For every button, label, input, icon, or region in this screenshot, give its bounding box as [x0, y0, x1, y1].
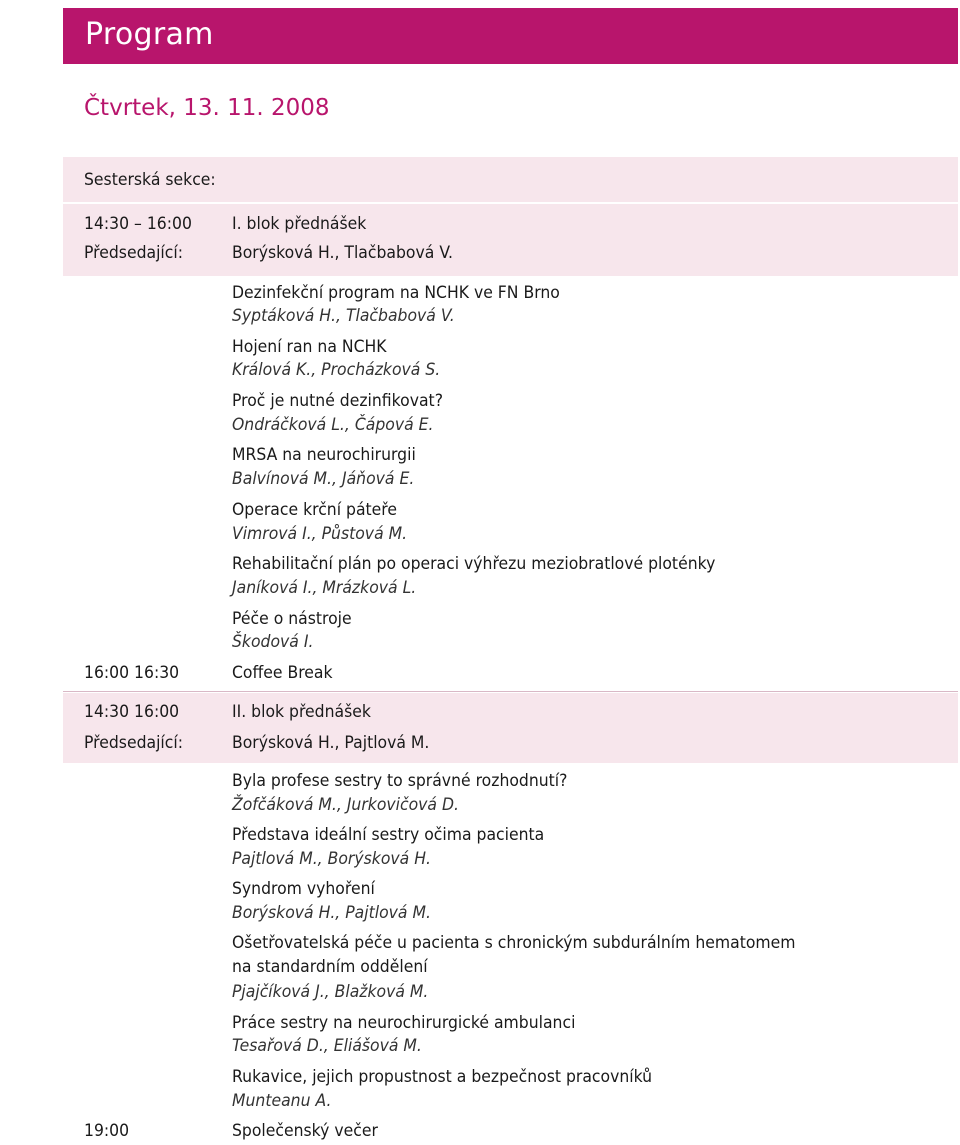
block1-name: I. blok přednášek — [232, 214, 367, 234]
talk-title: Dezinfekční program na NCHK ve FN Brno — [232, 283, 560, 303]
talk-authors: Škodová I. — [232, 632, 314, 652]
talk-title-continued: na standardním oddělení — [232, 957, 428, 977]
talk-title: Hojení ran na NCHK — [232, 337, 387, 357]
talk-authors: Janíková I., Mrázková L. — [232, 578, 417, 598]
page-title: Program — [85, 17, 214, 52]
talk-title: Péče o nástroje — [232, 609, 352, 629]
talk-authors: Ondráčková L., Čápová E. — [232, 415, 434, 435]
talk-authors: Pjajčíková J., Blažková M. — [232, 982, 429, 1002]
break-label: Coffee Break — [232, 663, 333, 683]
header-bar — [63, 8, 958, 64]
talk-title: MRSA na neurochirurgii — [232, 445, 416, 465]
block2-divider — [63, 691, 958, 692]
talk-authors: Králová K., Procházková S. — [232, 360, 441, 380]
block1-chairs-label: Předsedající: — [84, 243, 183, 263]
talk-title: Syndrom vyhoření — [232, 879, 375, 899]
talk-authors: Syptáková H., Tlačbabová V. — [232, 306, 455, 326]
talk-authors: Vimrová I., Půstová M. — [232, 524, 408, 544]
talk-title: Rehabilitační plán po operaci výhřezu meziobratlové ploténky — [232, 554, 716, 574]
talk-authors: Žofčáková M., Jurkovičová D. — [232, 795, 459, 815]
talk-title: Byla profese sestry to správné rozhodnutí? — [232, 771, 568, 791]
talk-title: Rukavice, jejich propustnost a bezpečnost pracovníků — [232, 1067, 653, 1087]
talk-authors: Tesařová D., Eliášová M. — [232, 1036, 422, 1056]
block1-band — [63, 204, 958, 276]
talk-title: Proč je nutné dezinfikovat? — [232, 391, 443, 411]
talk-title: Představa ideální sestry očima pacienta — [232, 825, 545, 845]
section-label: Sesterská sekce: — [84, 170, 216, 190]
block2-time: 14:30 16:00 — [84, 702, 180, 722]
block2-chairs: Borýsková H., Pajtlová M. — [232, 733, 430, 753]
talk-authors: Pajtlová M., Borýsková H. — [232, 849, 431, 869]
talk-authors: Balvínová M., Jáňová E. — [232, 469, 415, 489]
block1-chairs: Borýsková H., Tlačbabová V. — [232, 243, 453, 263]
block2-chairs-label: Předsedající: — [84, 733, 183, 753]
talk-title: Operace krční páteře — [232, 500, 398, 520]
date-heading: Čtvrtek, 13. 11. 2008 — [84, 95, 330, 121]
evening-label: Společenský večer — [232, 1121, 378, 1141]
block1-time: 14:30 – 16:00 — [84, 214, 192, 234]
break-time: 16:00 16:30 — [84, 663, 180, 683]
talk-title: Ošetřovatelská péče u pacienta s chronickým subdurálním hematomem — [232, 933, 796, 953]
block2-name: II. blok přednášek — [232, 702, 371, 722]
block2-band — [63, 693, 958, 763]
evening-time: 19:00 — [84, 1121, 130, 1141]
talk-authors: Borýsková H., Pajtlová M. — [232, 903, 431, 923]
talk-authors: Munteanu A. — [232, 1091, 332, 1111]
talk-title: Práce sestry na neurochirurgické ambulanci — [232, 1013, 576, 1033]
